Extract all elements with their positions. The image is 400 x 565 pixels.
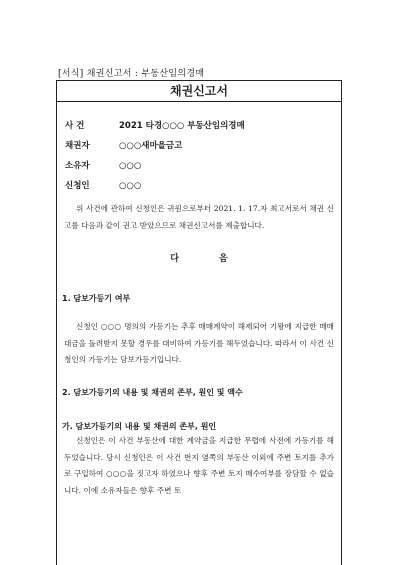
- center-title-char: 다: [170, 254, 179, 264]
- document-title: 채권신고서: [57, 81, 341, 102]
- section-1-body: 신청인 ○○○ 명의의 가등기는 추후 매매계약이 해제되어 기왕에 지급한 매매대금을 돌려받지 못할 경우를 대비하여 가등기를 해두었습니다. 따라서 이 사건 신청인의 가등기는 담보가등기입니다.: [64, 322, 334, 364]
- intro-paragraph: 위 사건에 관하여 신청인은 귀원으로부터 2021. 1. 17.자 최고서로서 채권 신고를 다음과 같이 권고 받았으므로 채권신고서를 제출합니다.: [64, 204, 334, 230]
- info-row-case: [57, 119, 341, 133]
- section-2a-heading: 가. 담보가등기의 내용 및 채권의 존부, 원인: [62, 422, 217, 431]
- section-1-heading: 1. 담보가등기 여부: [62, 294, 131, 303]
- section-2a-body: 신청인은 이 사건 부동산에 대한 계약금을 지급한 무렵에 사전에 가등기를 해두었습니다. 당시 신청인은 이 사건 번지 옆쪽의 부동산 이외에 주변 토지를 추가로 구입하여 ○○○을 짓고자 하였으나 향후 주변 토지 매수여부를 장담할 수 없습니다. 이에 소유자들은 향후 주변 토: [64, 436, 334, 495]
- info-value: ○○○: [119, 181, 142, 191]
- section-2-heading: 2. 담보가등기의 내용 및 채권의 존부, 원인 및 액수: [62, 388, 243, 397]
- info-row-applicant: [57, 179, 341, 193]
- info-label: 채권자: [65, 141, 90, 151]
- info-value: ○○○: [119, 161, 142, 171]
- info-label: 신청인: [65, 181, 90, 191]
- info-value: 2021 타경○○○ 부동산임의경매: [119, 121, 245, 131]
- form-caption: [서식] 채권신고서 : 부동산임의경매: [58, 69, 205, 79]
- document-frame: [56, 80, 342, 565]
- info-label: 소유자: [65, 161, 90, 171]
- center-title-char: 음: [219, 254, 228, 264]
- info-label: 사 건: [65, 121, 85, 131]
- info-row-creditor: [57, 139, 341, 153]
- info-row-owner: [57, 159, 341, 173]
- section-title-below: [57, 251, 341, 264]
- info-value: ○○○새마을금고: [119, 141, 183, 151]
